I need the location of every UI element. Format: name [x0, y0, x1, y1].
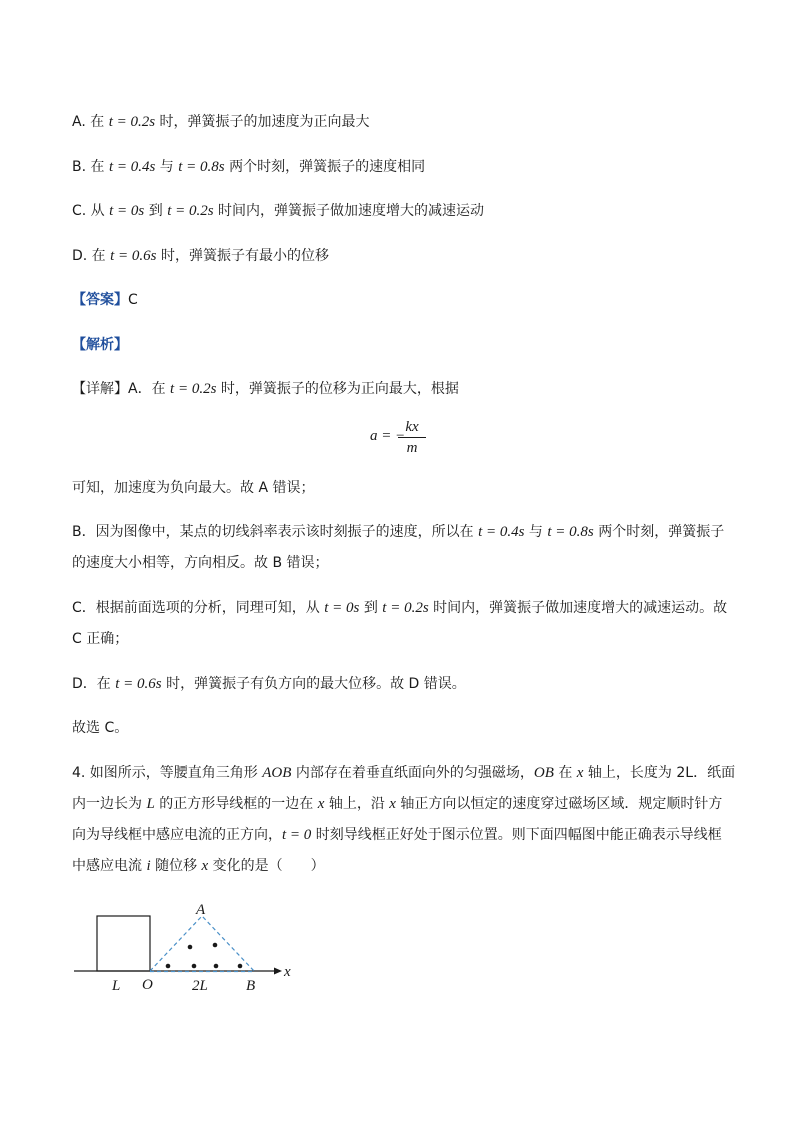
detail-b-line2: 的速度大小相等，方向相反。故 B 错误；	[72, 555, 329, 571]
detail-a-conclusion: 可知，加速度为负向最大。故 A 错误；	[72, 480, 315, 496]
answer-tag: 【答案】	[72, 292, 128, 308]
fraction-bar	[398, 437, 426, 438]
analysis-line	[72, 335, 128, 355]
field-dot	[166, 964, 171, 969]
detail-a-line: 【详解】A．在 t = 0.2s 时，弹簧振子的位移为正向最大，根据	[72, 381, 459, 397]
option-b: B. 在 t = 0.4s 与 t = 0.8s 两个时刻，弹簧振子的速度相同	[72, 159, 426, 175]
option-d: D. 在 t = 0.6s 时，弹簧振子有最小的位移	[72, 248, 329, 264]
answer-value: C	[128, 292, 138, 308]
label-l: L	[112, 978, 121, 994]
x-axis-arrow-icon	[274, 968, 282, 975]
option-a: A. 在 t = 0.2s 时，弹簧振子的加速度为正向最大	[72, 114, 370, 130]
fraction: kx m	[398, 418, 426, 457]
detail-b-line1: B．因为图像中，某点的切线斜率表示该时刻振子的速度，所以在 t = 0.4s 与 t = 0.8s 两个时刻，弹簧振子	[72, 524, 725, 540]
answer-line	[72, 290, 138, 310]
field-dot	[238, 964, 243, 969]
field-dot	[214, 964, 219, 969]
detail-tag: 【详解】	[72, 381, 128, 397]
detail-c-line2: C 正确；	[72, 631, 129, 647]
label-b: B	[246, 978, 256, 994]
final-choice: 故选 C。	[72, 720, 129, 736]
field-dot	[192, 964, 197, 969]
analysis-tag: 【解析】	[72, 337, 128, 353]
question-4-line3: 向为导线框中感应电流的正方向，t = 0 时刻导线框正好处于图示位置。则下面四幅图中能正确表示导线框	[72, 827, 722, 843]
detail-d-line: D．在 t = 0.6s 时，弹簧振子有负方向的最大位移。故 D 错误。	[72, 676, 466, 692]
label-2l: 2L	[192, 978, 208, 994]
acceleration-formula: a = − kx m	[362, 418, 432, 458]
question-4-line4: 中感应电流 i 随位移 x 变化的是（ ）	[72, 858, 325, 874]
field-dot	[188, 945, 193, 950]
triangle-aob	[150, 916, 254, 971]
question-4-line2: 内一边长为 L 的正方形导线框的一边在 x 轴上，沿 x 轴正方向以恒定的速度穿过磁场区域．规定顺时针方	[72, 796, 723, 812]
question-4-line1: 4. 如图所示，等腰直角三角形 AOB 内部存在着垂直纸面向外的匀强磁场，OB 在 x 轴上，长度为 2L．纸面	[72, 765, 736, 781]
label-o: O	[142, 977, 153, 993]
field-dot	[213, 943, 218, 948]
option-c: C. 从 t = 0s 到 t = 0.2s 时间内，弹簧振子做加速度增大的减速运动	[72, 203, 485, 219]
label-a: A	[196, 902, 206, 918]
detail-c-line1: C．根据前面选项的分析，同理可知，从 t = 0s 到 t = 0.2s 时间内，弹簧振子做加速度增大的减速运动。故	[72, 600, 728, 616]
label-x: x	[284, 964, 291, 980]
square-wire-frame	[97, 916, 150, 971]
magnetic-field-figure	[70, 900, 310, 1000]
